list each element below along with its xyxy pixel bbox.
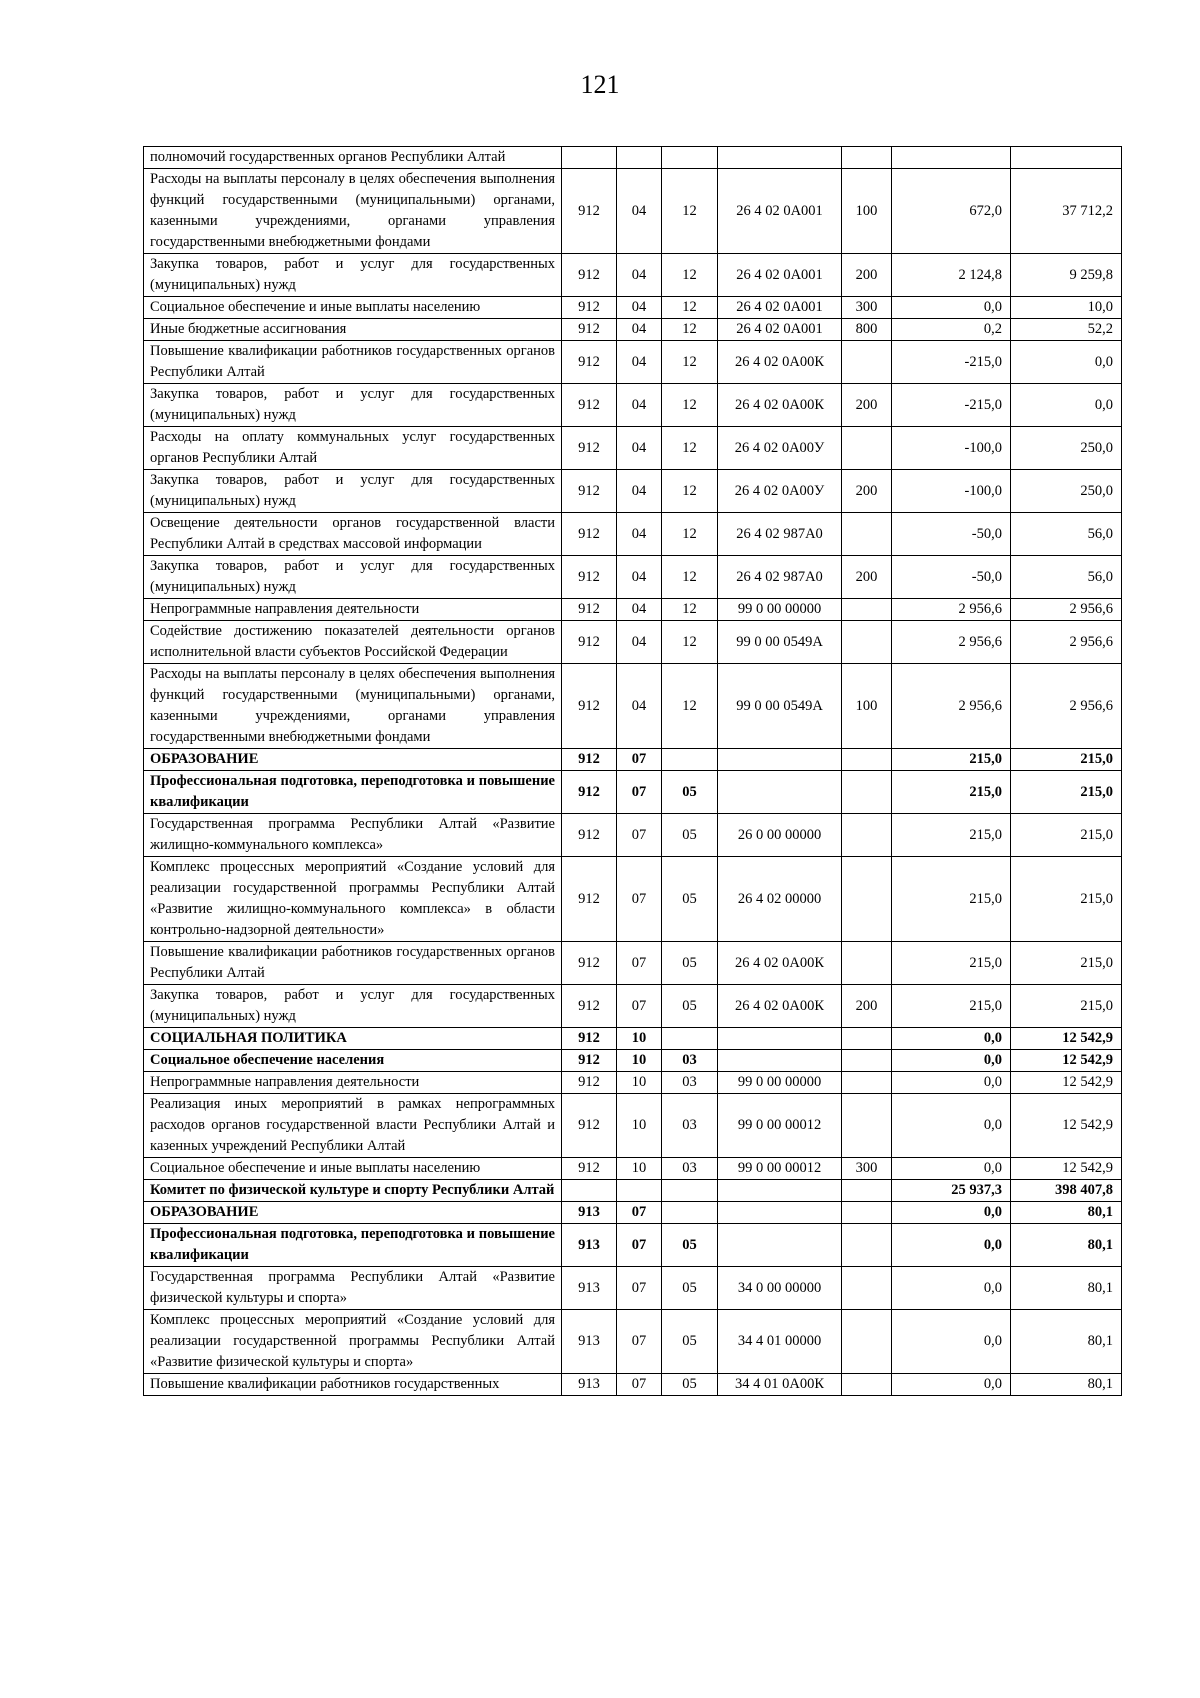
amount-total-cell: 56,0	[1011, 513, 1122, 556]
amount-change-cell: 2 956,6	[892, 664, 1011, 749]
amount-change-cell: -50,0	[892, 513, 1011, 556]
expense-type-cell	[842, 814, 892, 857]
section-code-cell: 10	[617, 1050, 662, 1072]
admin-code-cell	[562, 147, 617, 169]
table-row	[144, 771, 1122, 814]
table-row	[144, 1310, 1122, 1374]
admin-code-cell: 912	[562, 1050, 617, 1072]
admin-code-cell: 912	[562, 513, 617, 556]
amount-total-cell: 215,0	[1011, 749, 1122, 771]
amount-total-cell: 12 542,9	[1011, 1094, 1122, 1158]
amount-total-cell: 2 956,6	[1011, 664, 1122, 749]
section-code-cell	[617, 1180, 662, 1202]
expense-type-cell: 200	[842, 985, 892, 1028]
subsection-code-cell	[662, 1028, 718, 1050]
section-code-cell: 10	[617, 1158, 662, 1180]
target-article-cell	[718, 1028, 842, 1050]
amount-total-cell: 215,0	[1011, 771, 1122, 814]
row-name-cell: Закупка товаров, работ и услуг для государственных (муниципальных) нужд	[144, 470, 562, 513]
admin-code-cell: 912	[562, 1094, 617, 1158]
admin-code-cell: 913	[562, 1267, 617, 1310]
amount-total-cell: 80,1	[1011, 1224, 1122, 1267]
admin-code-cell: 912	[562, 1072, 617, 1094]
row-name-cell: Содействие достижению показателей деятельности органов исполнительной власти субъектов Российской Федерации	[144, 621, 562, 664]
section-code-cell: 07	[617, 985, 662, 1028]
target-article-cell	[718, 1050, 842, 1072]
expense-type-cell	[842, 1202, 892, 1224]
table-row	[144, 513, 1122, 556]
row-name-cell: Повышение квалификации работников государственных	[144, 1374, 562, 1396]
row-name-cell: Комитет по физической культуре и спорту Республики Алтай	[144, 1180, 562, 1202]
subsection-code-cell: 03	[662, 1158, 718, 1180]
subsection-code-cell: 12	[662, 556, 718, 599]
admin-code-cell: 912	[562, 749, 617, 771]
admin-code-cell: 912	[562, 1158, 617, 1180]
amount-change-cell: 2 956,6	[892, 621, 1011, 664]
table-row	[144, 664, 1122, 749]
subsection-code-cell: 05	[662, 1267, 718, 1310]
amount-change-cell: -100,0	[892, 470, 1011, 513]
amount-total-cell: 12 542,9	[1011, 1050, 1122, 1072]
table-row	[144, 1072, 1122, 1094]
expense-type-cell	[842, 749, 892, 771]
expense-type-cell	[842, 1224, 892, 1267]
amount-change-cell: 0,0	[892, 1094, 1011, 1158]
expense-type-cell	[842, 1072, 892, 1094]
row-name-cell: Социальное обеспечение населения	[144, 1050, 562, 1072]
target-article-cell: 26 4 02 0А00К	[718, 384, 842, 427]
expense-type-cell	[842, 599, 892, 621]
row-name-cell: Профессиональная подготовка, переподготовка и повышение квалификации	[144, 771, 562, 814]
amount-change-cell: 215,0	[892, 942, 1011, 985]
amount-total-cell: 80,1	[1011, 1267, 1122, 1310]
row-name-cell: Повышение квалификации работников государственных органов Республики Алтай	[144, 942, 562, 985]
target-article-cell	[718, 1180, 842, 1202]
expense-type-cell	[842, 1374, 892, 1396]
amount-change-cell: 0,0	[892, 297, 1011, 319]
amount-change-cell: 215,0	[892, 985, 1011, 1028]
target-article-cell: 26 4 02 0А001	[718, 254, 842, 297]
table-row	[144, 1094, 1122, 1158]
subsection-code-cell: 05	[662, 857, 718, 942]
subsection-code-cell	[662, 1202, 718, 1224]
subsection-code-cell: 05	[662, 985, 718, 1028]
subsection-code-cell: 05	[662, 814, 718, 857]
amount-total-cell: 52,2	[1011, 319, 1122, 341]
subsection-code-cell: 12	[662, 470, 718, 513]
section-code-cell	[617, 147, 662, 169]
amount-change-cell: 0,0	[892, 1202, 1011, 1224]
row-name-cell: СОЦИАЛЬНАЯ ПОЛИТИКА	[144, 1028, 562, 1050]
section-code-cell: 07	[617, 1374, 662, 1396]
expense-type-cell: 800	[842, 319, 892, 341]
amount-total-cell: 12 542,9	[1011, 1158, 1122, 1180]
subsection-code-cell: 12	[662, 297, 718, 319]
subsection-code-cell: 12	[662, 513, 718, 556]
amount-total-cell: 12 542,9	[1011, 1028, 1122, 1050]
table-row	[144, 319, 1122, 341]
expense-type-cell	[842, 942, 892, 985]
section-code-cell: 04	[617, 427, 662, 470]
amount-change-cell: -100,0	[892, 427, 1011, 470]
section-code-cell: 04	[617, 664, 662, 749]
amount-change-cell: -215,0	[892, 341, 1011, 384]
table-body	[144, 147, 1122, 1396]
subsection-code-cell: 05	[662, 771, 718, 814]
subsection-code-cell: 03	[662, 1050, 718, 1072]
table-row	[144, 384, 1122, 427]
table-row	[144, 1374, 1122, 1396]
section-code-cell: 04	[617, 621, 662, 664]
target-article-cell	[718, 147, 842, 169]
row-name-cell: Расходы на выплаты персоналу в целях обеспечения выполнения функций государственными (муниципальными) органами, казенными учреждениями, органами управления государственными внебюджетными фондами	[144, 169, 562, 254]
amount-change-cell: -50,0	[892, 556, 1011, 599]
section-code-cell: 04	[617, 556, 662, 599]
row-name-cell: Непрограммные направления деятельности	[144, 1072, 562, 1094]
amount-total-cell: 37 712,2	[1011, 169, 1122, 254]
section-code-cell: 07	[617, 749, 662, 771]
amount-total-cell: 250,0	[1011, 470, 1122, 513]
target-article-cell: 26 4 02 0А001	[718, 319, 842, 341]
expense-type-cell	[842, 1028, 892, 1050]
amount-change-cell: 0,2	[892, 319, 1011, 341]
target-article-cell: 26 4 02 0А001	[718, 169, 842, 254]
target-article-cell	[718, 1202, 842, 1224]
subsection-code-cell: 12	[662, 254, 718, 297]
amount-total-cell: 215,0	[1011, 985, 1122, 1028]
amount-change-cell	[892, 147, 1011, 169]
amount-total-cell: 56,0	[1011, 556, 1122, 599]
expense-type-cell	[842, 1094, 892, 1158]
admin-code-cell: 912	[562, 254, 617, 297]
target-article-cell: 34 0 00 00000	[718, 1267, 842, 1310]
amount-total-cell: 215,0	[1011, 942, 1122, 985]
subsection-code-cell	[662, 1180, 718, 1202]
amount-change-cell: -215,0	[892, 384, 1011, 427]
amount-change-cell: 0,0	[892, 1224, 1011, 1267]
table-row	[144, 1158, 1122, 1180]
expense-type-cell	[842, 1267, 892, 1310]
section-code-cell: 07	[617, 1202, 662, 1224]
amount-total-cell: 80,1	[1011, 1310, 1122, 1374]
expense-type-cell: 100	[842, 169, 892, 254]
subsection-code-cell: 05	[662, 1224, 718, 1267]
expense-type-cell: 100	[842, 664, 892, 749]
section-code-cell: 04	[617, 384, 662, 427]
expense-type-cell	[842, 621, 892, 664]
admin-code-cell: 912	[562, 169, 617, 254]
section-code-cell: 04	[617, 297, 662, 319]
expense-type-cell	[842, 147, 892, 169]
admin-code-cell: 913	[562, 1310, 617, 1374]
admin-code-cell: 912	[562, 384, 617, 427]
target-article-cell: 34 4 01 0А00К	[718, 1374, 842, 1396]
target-article-cell: 26 4 02 00000	[718, 857, 842, 942]
subsection-code-cell: 05	[662, 942, 718, 985]
subsection-code-cell: 12	[662, 427, 718, 470]
admin-code-cell: 912	[562, 427, 617, 470]
table-row	[144, 1180, 1122, 1202]
expense-type-cell	[842, 771, 892, 814]
target-article-cell: 99 0 00 0549А	[718, 621, 842, 664]
target-article-cell: 99 0 00 0549А	[718, 664, 842, 749]
row-name-cell: полномочий государственных органов Республики Алтай	[144, 147, 562, 169]
section-code-cell: 07	[617, 771, 662, 814]
section-code-cell: 07	[617, 1310, 662, 1374]
amount-change-cell: 215,0	[892, 857, 1011, 942]
target-article-cell: 26 4 02 987А0	[718, 513, 842, 556]
target-article-cell: 26 4 02 0А00К	[718, 341, 842, 384]
budget-table	[143, 146, 1122, 1396]
section-code-cell: 10	[617, 1072, 662, 1094]
table-row	[144, 254, 1122, 297]
amount-total-cell: 2 956,6	[1011, 599, 1122, 621]
amount-total-cell: 9 259,8	[1011, 254, 1122, 297]
amount-total-cell: 12 542,9	[1011, 1072, 1122, 1094]
amount-change-cell: 0,0	[892, 1374, 1011, 1396]
section-code-cell: 04	[617, 169, 662, 254]
admin-code-cell: 913	[562, 1202, 617, 1224]
subsection-code-cell: 03	[662, 1072, 718, 1094]
subsection-code-cell: 12	[662, 599, 718, 621]
section-code-cell: 07	[617, 942, 662, 985]
table-row	[144, 297, 1122, 319]
table-row	[144, 556, 1122, 599]
table-row	[144, 1202, 1122, 1224]
amount-total-cell: 80,1	[1011, 1202, 1122, 1224]
admin-code-cell: 912	[562, 664, 617, 749]
subsection-code-cell: 12	[662, 664, 718, 749]
admin-code-cell: 912	[562, 985, 617, 1028]
expense-type-cell	[842, 1180, 892, 1202]
section-code-cell: 04	[617, 319, 662, 341]
expense-type-cell: 300	[842, 1158, 892, 1180]
target-article-cell	[718, 749, 842, 771]
amount-total-cell: 80,1	[1011, 1374, 1122, 1396]
section-code-cell: 07	[617, 857, 662, 942]
amount-change-cell: 0,0	[892, 1267, 1011, 1310]
amount-change-cell: 25 937,3	[892, 1180, 1011, 1202]
row-name-cell: Закупка товаров, работ и услуг для государственных (муниципальных) нужд	[144, 985, 562, 1028]
table-row	[144, 147, 1122, 169]
table-row	[144, 857, 1122, 942]
expense-type-cell	[842, 341, 892, 384]
section-code-cell: 04	[617, 470, 662, 513]
admin-code-cell: 912	[562, 319, 617, 341]
section-code-cell: 07	[617, 814, 662, 857]
amount-total-cell: 215,0	[1011, 814, 1122, 857]
row-name-cell: Повышение квалификации работников государственных органов Республики Алтай	[144, 341, 562, 384]
section-code-cell: 04	[617, 513, 662, 556]
expense-type-cell	[842, 1050, 892, 1072]
table-row	[144, 599, 1122, 621]
admin-code-cell: 912	[562, 814, 617, 857]
target-article-cell	[718, 771, 842, 814]
subsection-code-cell	[662, 147, 718, 169]
expense-type-cell	[842, 1310, 892, 1374]
admin-code-cell	[562, 1180, 617, 1202]
subsection-code-cell: 12	[662, 621, 718, 664]
admin-code-cell: 913	[562, 1224, 617, 1267]
subsection-code-cell: 05	[662, 1374, 718, 1396]
row-name-cell: ОБРАЗОВАНИЕ	[144, 1202, 562, 1224]
table-row	[144, 942, 1122, 985]
subsection-code-cell: 12	[662, 319, 718, 341]
row-name-cell: Непрограммные направления деятельности	[144, 599, 562, 621]
admin-code-cell: 912	[562, 621, 617, 664]
expense-type-cell: 300	[842, 297, 892, 319]
table-row	[144, 1224, 1122, 1267]
subsection-code-cell: 03	[662, 1094, 718, 1158]
row-name-cell: Государственная программа Республики Алтай «Развитие жилищно-коммунального комплекса»	[144, 814, 562, 857]
expense-type-cell	[842, 857, 892, 942]
amount-change-cell: 0,0	[892, 1072, 1011, 1094]
row-name-cell: Социальное обеспечение и иные выплаты населению	[144, 1158, 562, 1180]
page-number: 121	[580, 70, 620, 99]
table-row	[144, 814, 1122, 857]
amount-change-cell: 2 124,8	[892, 254, 1011, 297]
table-row	[144, 985, 1122, 1028]
target-article-cell: 99 0 00 00012	[718, 1158, 842, 1180]
admin-code-cell: 912	[562, 297, 617, 319]
row-name-cell: Комплекс процессных мероприятий «Создание условий для реализации государственной программы Республики Алтай «Развитие физической культуры и спорта»	[144, 1310, 562, 1374]
row-name-cell: Расходы на выплаты персоналу в целях обеспечения выполнения функций государственными (муниципальными) органами, казенными учреждениями, органами управления государственными внебюджетными фондами	[144, 664, 562, 749]
table-row	[144, 749, 1122, 771]
amount-change-cell: 215,0	[892, 771, 1011, 814]
target-article-cell: 26 4 02 0А001	[718, 297, 842, 319]
amount-change-cell: 215,0	[892, 814, 1011, 857]
amount-change-cell: 672,0	[892, 169, 1011, 254]
row-name-cell: Освещение деятельности органов государственной власти Республики Алтай в средствах массовой информации	[144, 513, 562, 556]
target-article-cell: 26 4 02 0А00К	[718, 985, 842, 1028]
target-article-cell: 99 0 00 00000	[718, 599, 842, 621]
table-row	[144, 1050, 1122, 1072]
row-name-cell: ОБРАЗОВАНИЕ	[144, 749, 562, 771]
amount-total-cell: 0,0	[1011, 341, 1122, 384]
target-article-cell: 26 0 00 00000	[718, 814, 842, 857]
admin-code-cell: 912	[562, 341, 617, 384]
admin-code-cell: 912	[562, 857, 617, 942]
admin-code-cell: 912	[562, 556, 617, 599]
amount-total-cell: 215,0	[1011, 857, 1122, 942]
amount-change-cell: 0,0	[892, 1158, 1011, 1180]
target-article-cell: 26 4 02 987А0	[718, 556, 842, 599]
admin-code-cell: 912	[562, 599, 617, 621]
amount-total-cell: 0,0	[1011, 384, 1122, 427]
row-name-cell: Расходы на оплату коммунальных услуг государственных органов Республики Алтай	[144, 427, 562, 470]
row-name-cell: Комплекс процессных мероприятий «Создание условий для реализации государственной программы Республики Алтай «Развитие жилищно-коммунального комплекса» в области контрольно-надзорной деятельности»	[144, 857, 562, 942]
section-code-cell: 10	[617, 1094, 662, 1158]
target-article-cell: 34 4 01 00000	[718, 1310, 842, 1374]
row-name-cell: Закупка товаров, работ и услуг для государственных (муниципальных) нужд	[144, 384, 562, 427]
admin-code-cell: 913	[562, 1374, 617, 1396]
expense-type-cell: 200	[842, 254, 892, 297]
subsection-code-cell: 12	[662, 169, 718, 254]
admin-code-cell: 912	[562, 942, 617, 985]
expense-type-cell	[842, 427, 892, 470]
row-name-cell: Государственная программа Республики Алтай «Развитие физической культуры и спорта»	[144, 1267, 562, 1310]
table-row	[144, 1267, 1122, 1310]
amount-change-cell: 0,0	[892, 1028, 1011, 1050]
amount-change-cell: 0,0	[892, 1050, 1011, 1072]
row-name-cell: Реализация иных мероприятий в рамках непрограммных расходов органов государственной власти Республики Алтай и казенных учреждений Республики Алтай	[144, 1094, 562, 1158]
target-article-cell: 26 4 02 0А00К	[718, 942, 842, 985]
row-name-cell: Закупка товаров, работ и услуг для государственных (муниципальных) нужд	[144, 556, 562, 599]
amount-total-cell	[1011, 147, 1122, 169]
table-row	[144, 621, 1122, 664]
amount-total-cell: 250,0	[1011, 427, 1122, 470]
row-name-cell: Социальное обеспечение и иные выплаты населению	[144, 297, 562, 319]
amount-change-cell: 215,0	[892, 749, 1011, 771]
table-row	[144, 1028, 1122, 1050]
amount-total-cell: 10,0	[1011, 297, 1122, 319]
expense-type-cell: 200	[842, 384, 892, 427]
section-code-cell: 10	[617, 1028, 662, 1050]
subsection-code-cell	[662, 749, 718, 771]
row-name-cell: Иные бюджетные ассигнования	[144, 319, 562, 341]
section-code-cell: 07	[617, 1224, 662, 1267]
table-row	[144, 470, 1122, 513]
amount-change-cell: 0,0	[892, 1310, 1011, 1374]
target-article-cell: 99 0 00 00012	[718, 1094, 842, 1158]
table-row	[144, 341, 1122, 384]
section-code-cell: 04	[617, 254, 662, 297]
row-name-cell: Профессиональная подготовка, переподготовка и повышение квалификации	[144, 1224, 562, 1267]
amount-total-cell: 398 407,8	[1011, 1180, 1122, 1202]
expense-type-cell	[842, 513, 892, 556]
admin-code-cell: 912	[562, 771, 617, 814]
target-article-cell	[718, 1224, 842, 1267]
subsection-code-cell: 05	[662, 1310, 718, 1374]
amount-total-cell: 2 956,6	[1011, 621, 1122, 664]
admin-code-cell: 912	[562, 470, 617, 513]
section-code-cell: 04	[617, 599, 662, 621]
target-article-cell: 26 4 02 0А00У	[718, 470, 842, 513]
table-row	[144, 427, 1122, 470]
table-row	[144, 169, 1122, 254]
row-name-cell: Закупка товаров, работ и услуг для государственных (муниципальных) нужд	[144, 254, 562, 297]
expense-type-cell: 200	[842, 556, 892, 599]
amount-change-cell: 2 956,6	[892, 599, 1011, 621]
subsection-code-cell: 12	[662, 341, 718, 384]
expense-type-cell: 200	[842, 470, 892, 513]
section-code-cell: 07	[617, 1267, 662, 1310]
target-article-cell: 99 0 00 00000	[718, 1072, 842, 1094]
target-article-cell: 26 4 02 0А00У	[718, 427, 842, 470]
section-code-cell: 04	[617, 341, 662, 384]
subsection-code-cell: 12	[662, 384, 718, 427]
admin-code-cell: 912	[562, 1028, 617, 1050]
